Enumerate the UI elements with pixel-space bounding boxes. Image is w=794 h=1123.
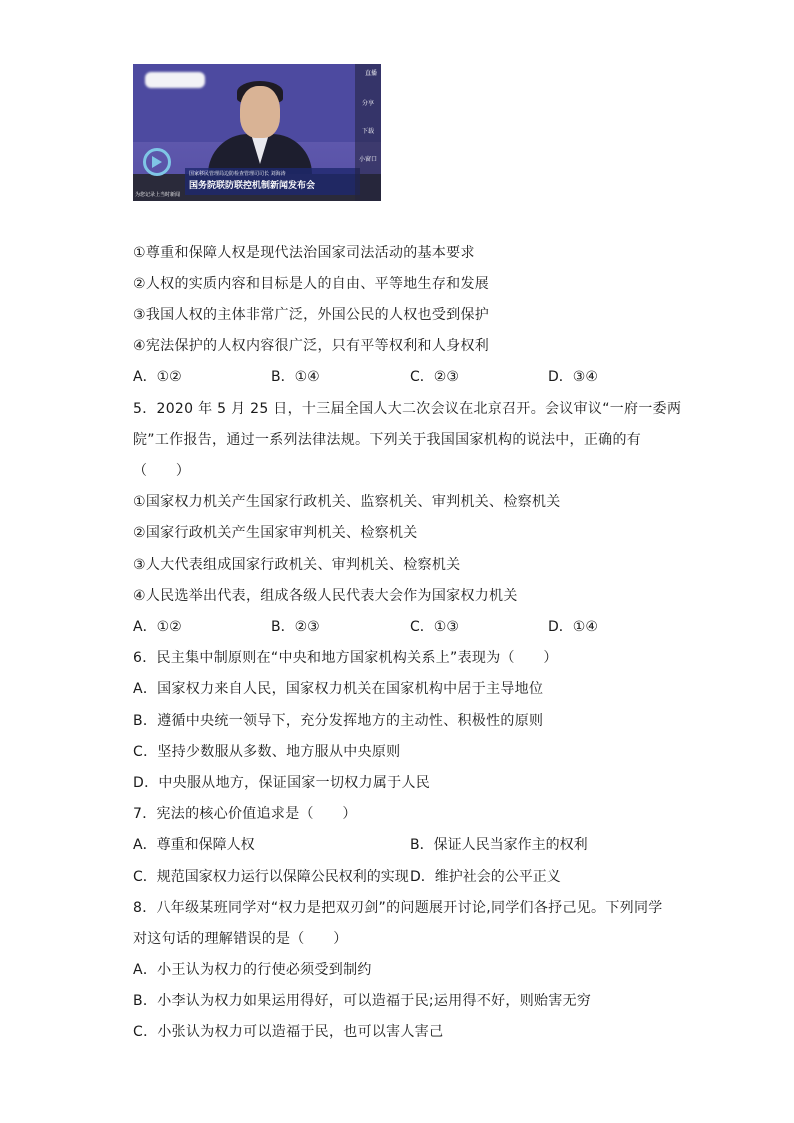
q6-option-a: A．国家权力来自人民，国家权力机关在国家机构中居于主导地位 xyxy=(133,681,544,697)
q4-option-b: B．①④ xyxy=(271,369,320,385)
q5-stem-line-1: 5．2020 年 5 月 25 日，十三届全国人大二次会议在北京召开。会议审议“一府一委两 xyxy=(133,401,682,417)
q6-option-b: B．遵循中央统一领导下，充分发挥地方的主动性、积极性的原则 xyxy=(133,713,544,729)
blurred-watermark xyxy=(145,72,205,88)
news-conference-photo xyxy=(133,64,381,201)
q4-statement-4: ④宪法保护的人权内容很广泛，只有平等权利和人身权利 xyxy=(133,338,490,354)
q5-statement-2: ②国家行政机关产生国家审判机关、检察机关 xyxy=(133,525,418,541)
speaker-head xyxy=(240,86,280,138)
q5-option-b: B．②③ xyxy=(271,619,320,635)
q8-option-c: C．小张认为权力可以造福于民，也可以害人害己 xyxy=(133,1024,444,1040)
q5-option-a: A．①② xyxy=(133,619,182,635)
q4-statement-2: ②人权的实质内容和目标是人的自由、平等地生存和发展 xyxy=(133,276,490,292)
q6-option-c: C．坚持少数服从多数、地方服从中央原则 xyxy=(133,744,401,760)
q5-statement-3: ③人大代表组成国家行政机关、审判机关、检察机关 xyxy=(133,557,461,573)
photo-bottom-left-text: 为您记录上当时新闻 xyxy=(135,192,181,198)
q6-option-d: D．中央服从地方，保证国家一切权力属于人民 xyxy=(133,775,431,791)
q5-stem-line-3: （ ） xyxy=(133,463,191,479)
q5-option-d: D．①④ xyxy=(548,619,598,635)
q4-option-d: D．③④ xyxy=(548,369,598,385)
q7-stem: 7．宪法的核心价值追求是（ ） xyxy=(133,806,357,822)
q8-option-a: A．小王认为权力的行使必须受到制约 xyxy=(133,962,372,978)
q8-option-b: B．小李认为权力如果运用得好，可以造福于民;运用得不好，则贻害无穷 xyxy=(133,993,592,1009)
play-triangle-icon xyxy=(152,156,162,168)
q4-option-a: A．①② xyxy=(133,369,182,385)
q5-statement-1: ①国家权力机关产生国家行政机关、监察机关、审判机关、检察机关 xyxy=(133,494,561,510)
q7-option-a: A．尊重和保障人权 xyxy=(133,837,255,853)
live-label: 直播 xyxy=(364,70,377,77)
q5-statement-4: ④人民选举出代表，组成各级人民代表大会作为国家权力机关 xyxy=(133,588,518,604)
q6-stem: 6．民主集中制原则在“中央和地方国家机构关系上”表现为（ ） xyxy=(133,650,558,666)
mini-window-button[interactable]: 小窗口 xyxy=(358,156,377,163)
caption-main: 国务院联防联控机制新闻发布会 xyxy=(189,181,316,191)
q4-option-c: C．②③ xyxy=(410,369,459,385)
q4-statement-1: ①尊重和保障人权是现代法治国家司法活动的基本要求 xyxy=(133,245,475,261)
q8-stem-line-1: 8．八年级某班同学对“权力是把双刃剑”的问题展开讨论,同学们各抒己见。下列同学 xyxy=(133,900,663,916)
download-button[interactable]: 下载 xyxy=(361,128,374,135)
q7-option-d: D．维护社会的公平正义 xyxy=(410,869,561,885)
q7-option-b: B．保证人民当家作主的权利 xyxy=(410,837,588,853)
q5-option-c: C．①③ xyxy=(410,619,459,635)
share-button[interactable]: 分享 xyxy=(361,100,374,107)
caption-small: 国家移民管理局边防检查管理司司长 刘海涛 xyxy=(189,171,286,177)
q5-stem-line-2: 院”工作报告，通过一系列法律法规。下列关于我国国家机构的说法中，正确的有 xyxy=(133,432,642,448)
q7-option-c: C．规范国家权力运行以保障公民权利的实现 xyxy=(133,869,409,885)
q8-stem-line-2: 对这句话的理解错误的是（ ） xyxy=(133,931,348,947)
q4-statement-3: ③我国人权的主体非常广泛，外国公民的人权也受到保护 xyxy=(133,307,490,323)
